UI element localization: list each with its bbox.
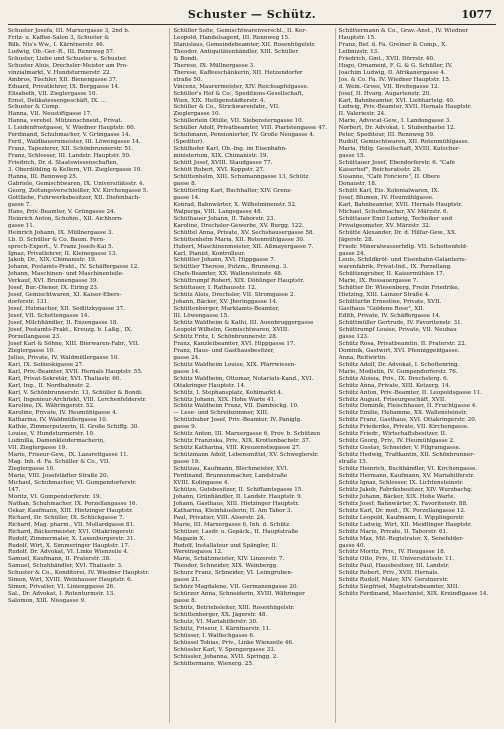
directory-entry: Schütz Siegfried, Magistratsbeamter, XIII. bbox=[338, 584, 460, 591]
directory-entry: gasse 19. bbox=[173, 459, 200, 466]
directory-entry: gasse 24. bbox=[173, 354, 200, 361]
directory-entry: Schuster & Comp. bbox=[8, 104, 61, 111]
directory-entry: Leibnizstr. 13. bbox=[338, 48, 380, 55]
directory-entry: Schütz Ignaz, Schlosser, IX. Lichtensteinstr. bbox=[338, 479, 464, 486]
directory-entry: Hubert, Maschinenmeister, XII. Aßmayergasse 7. bbox=[173, 243, 314, 250]
directory-entry: Karl, Privat-Sekretär, XVI. Thaliastr. 60. bbox=[8, 375, 122, 382]
directory-entry: Samuel, Schuhhändler, XVI. Thaliastr. 3. bbox=[8, 563, 123, 570]
directory-entry: Ernst, Delikatessengeschäft, IX. ... bbox=[8, 97, 107, 104]
directory-entry: Schütte Alexander, Dr. d. Hilfar-Gew., XX. bbox=[338, 229, 457, 236]
directory-entry: & Bondi. bbox=[173, 55, 199, 62]
directory-entry: Bilk. Nis's Ww., I. Kärntnerstr. 46. bbox=[8, 41, 105, 48]
columns-container bbox=[8, 28, 496, 723]
directory-entry: vinzialmarkt, V. Hundsturmerstr. 22. bbox=[8, 69, 112, 76]
directory-entry: Schüssel Tobias, Priv., Linke Wienzeile 46. bbox=[173, 639, 294, 646]
directory-entry: Schütterlin Ernestine, Private, XVII. bbox=[338, 299, 442, 306]
directory-entry: Michael, Schuhmacher, VI. Gumpendorferstr. bbox=[8, 479, 137, 486]
directory-entry: Privatgeometer, XV. Märzstr. 32. bbox=[338, 222, 431, 229]
directory-entry: Jakob, Dr., XIX. Chimanistr. 19. bbox=[8, 257, 97, 264]
directory-entry: Schütz Anton, III. Marxergasse 6, Prov. b. Schützen bbox=[173, 431, 321, 438]
directory-entry: Karl, Ing., II. Nordbahnstr. 2. bbox=[8, 382, 91, 389]
directory-entry: Jos. & Co. Fa. IV. Wiedner Hauptstr. 15. bbox=[338, 76, 451, 83]
directory-entry: Schütz Ludwig, Wirt, XII. Meidlinger Hauptstr. bbox=[338, 521, 472, 528]
directory-entry: Schütt Robert, XVI. Koppstr. 27. bbox=[173, 167, 265, 174]
directory-entry: dorferstr. 131. bbox=[8, 299, 49, 306]
directory-entry: Ludwig, Ob.-Ger.-R., III. Rennweg 57. bbox=[8, 48, 115, 55]
directory-entry: Gasthaus "Goldene Rose", XII. bbox=[338, 306, 425, 313]
directory-entry: Schüttengruber, II. Kaisermühlen 17. bbox=[338, 271, 445, 278]
directory-entry: gasse 14. bbox=[173, 368, 200, 375]
directory-entry: Schützhuber Josef, Priv.-Beamter, IV. Paniglg. bbox=[173, 417, 302, 424]
directory-entry: Schütz, I. Stephansplatz, Kohlmarkt 4. bbox=[173, 389, 283, 396]
directory-entry: Gabriele, Gemischtwaren, IX. Universitätsstr. 4. bbox=[8, 180, 145, 187]
directory-entry: Schütz Leopold, Kaufmann, I. Wipplingerstr. bbox=[338, 514, 465, 521]
directory-entry: Edith, Private, IV. Schäffergasse 14. bbox=[338, 313, 441, 320]
directory-entry: Schütz Fritz, I. Schönbrunnerstr. 28. bbox=[173, 333, 278, 340]
directory-entry: Schüttauer Josef, Ebendorferstr. 6. "Café bbox=[338, 160, 455, 167]
directory-entry: Johann, Maschinen- und Maschinenteile- bbox=[8, 271, 124, 278]
directory-entry: Simon, Privatier, VI. Linienggasse 26. bbox=[8, 584, 115, 591]
directory-entry: straße 15. bbox=[338, 459, 368, 466]
directory-entry: Schüttler Therese, Putzm., Brunneng. 3. bbox=[173, 264, 289, 271]
directory-entry: Zieglergasse 10. bbox=[173, 111, 221, 118]
directory-entry: — Lese- und Schreibzimmer, XIII. bbox=[173, 410, 269, 417]
directory-entry: gasse 40. bbox=[338, 542, 366, 549]
directory-entry: Schütz Hermann, Kaufmann, XV. Mariahilferstr. bbox=[338, 473, 475, 479]
directory-entry: Schütz Waldheim & Kathi, III. Auenbruggergasse bbox=[173, 320, 314, 327]
directory-entry: Johann, Gasthaus, XIII. Hietzinger Hauptstr. bbox=[173, 500, 300, 507]
directory-entry: Hans, Priv.-Beamter, V. Grüngasse 24. bbox=[8, 208, 116, 215]
directory-entry: Schüttel Anna, Private, XV. Sechshausergasse 58. bbox=[173, 229, 315, 236]
directory-entry: Simon, Wirt, XVIII. Weinhauser Hauptstr. 6. bbox=[8, 577, 133, 584]
column-2 bbox=[169, 28, 330, 723]
directory-entry: Marie, IX. Rossauergasse 7. bbox=[338, 278, 419, 285]
directory-entry: Franz, Kanzleibeamter, XVI. Hippgasse 17. bbox=[173, 340, 296, 347]
directory-entry: Schüttler Johann, XVI. Hippgasse 7. bbox=[173, 257, 276, 264]
directory-entry: Karl, V. Schönbrunnerstr. 13, Schüller & Bondi. bbox=[8, 389, 143, 396]
directory-entry: II. Valeriestr. 24. bbox=[338, 111, 386, 118]
page-header bbox=[0, 8, 504, 24]
directory-entry: Nathan, Schuhmacher, IX. Porzellangasse 16. bbox=[8, 500, 138, 507]
directory-entry: Schuster Alois, Drechsler-Meister am Pro- bbox=[8, 62, 129, 69]
directory-entry: Theodor, Antiquitätenhändler, XIII. Schüller bbox=[173, 48, 299, 55]
directory-entry: Josef, Postamts-Prakt., Kreuzg. b. Laßg., IX. bbox=[8, 326, 133, 333]
directory-entry: Kathie, Zimmerputzerin, II. Große Schiffg. 30. bbox=[8, 424, 140, 431]
directory-entry: 3. Oberdöbling & Kellern, VII. Zieglergasse 10. bbox=[8, 167, 143, 174]
directory-entry: Schütz Robert, Priv., XVII. Hernals. bbox=[338, 570, 440, 577]
directory-entry: Schülhofer Karl, Ob.-Ing. im Eisenbahn- bbox=[173, 146, 287, 153]
directory-entry: gasse 21. bbox=[173, 577, 200, 584]
directory-entry: Maria, Hdlg. Gesellschaft, XVIII. Kutscher- bbox=[338, 146, 461, 153]
directory-entry: Schütz Waldheim Louise, XIX. Pfarrwiesen- bbox=[173, 361, 297, 368]
directory-entry: Heinrich Anton, Schuhm., XII. Aichhorn- bbox=[8, 215, 124, 222]
directory-entry: Schütz Anna, Private, XIII. Ketzerg. 14. bbox=[338, 382, 451, 389]
directory-entry: Schütz Anton, Priv.-Beamter, II. Leopoldsgasse 11. bbox=[338, 389, 483, 396]
directory-entry: Gottliebe, Fuhrwerksbesitzer, XII. Diefenbach- bbox=[8, 194, 141, 201]
directory-entry: Karl, IX. Sobieskigasse 27. bbox=[8, 361, 84, 368]
directory-entry: Schütz Adolf, Dr. Advokat, I. Schottenring. bbox=[338, 361, 460, 368]
directory-entry: Konrad, Bahnwärter, X. Wilhelminenstr. 52. bbox=[173, 201, 297, 208]
directory-entry: Julius, Private, IV. Waldmüllergasse 10. bbox=[8, 354, 120, 361]
directory-entry: Franz, Tapezierer, XII. Schönbrunnerstr. 51. bbox=[8, 146, 134, 153]
page-number: 1077 bbox=[461, 8, 492, 21]
directory-entry: Schüttauer, I. Rathausstr. 12. bbox=[173, 285, 257, 292]
directory-entry: Rudolf, Gemischtwaren, XII. Rotenmühlgasse. bbox=[338, 139, 470, 146]
directory-entry: Richard, Mag. pharm., VII. Mollardgasse 81. bbox=[8, 521, 135, 528]
directory-entry: Fritz- u. Kaffee-Salon 3, Schuster & bbox=[8, 34, 110, 41]
directory-entry: Ludmilla, Damenkleidermacherin, bbox=[8, 438, 105, 445]
directory-entry: Zieglergasse 10. bbox=[8, 466, 55, 473]
directory-entry: Georg, Zeitungsverschleißer, XV. Kirchengasse 5. bbox=[8, 187, 149, 194]
directory-entry: Schüttenberger, Marktamts-Beamter, bbox=[173, 306, 280, 313]
directory-entry: Schüssler, Johanna, XVII. Springg. 2. bbox=[173, 653, 279, 660]
directory-entry: Schütze, Gutsbesitzer, II. Schiffamtsgasse 15. bbox=[173, 486, 304, 493]
column-3 bbox=[335, 28, 496, 723]
directory-entry: Eduard, Privatlehrer, IX. Berggasse 14. bbox=[8, 83, 120, 90]
directory-entry: Ottakringer Hauptstr. 14. bbox=[173, 382, 246, 389]
directory-entry: Schüttermann, Wienerg. 25. bbox=[173, 660, 254, 667]
directory-entry: Katharina, Kleinhäuslerin, II. Am Tabor 3. bbox=[173, 507, 293, 514]
directory-entry: Rudolf, Zimmermaler, X. Laxenburgerstr. 31. bbox=[8, 535, 136, 542]
directory-entry: Susanne, "Café Fonciere", II. Obere bbox=[338, 174, 441, 181]
directory-entry: Schüttauer Emil Ludwig, Techniker und bbox=[338, 215, 453, 222]
directory-entry: gasse 7. bbox=[8, 201, 32, 208]
directory-entry: Schützau, Kaufmann, Blechmeister, XVI. bbox=[173, 466, 289, 473]
directory-entry: Dominik, Gastwirt, XVI. Pfenniggeldgasse. bbox=[338, 347, 460, 354]
directory-entry: Marie, III. Marxergasse 6, Inh. d. Schütz. bbox=[173, 521, 291, 528]
directory-entry: Theodor, Schneider, XIX. Weinbergg. bbox=[173, 563, 278, 570]
directory-entry: Schüttrumpf Louise, Private, VII. Neubau bbox=[338, 326, 457, 333]
directory-entry: Hietzing, XIII. Lainzer Straße 4. bbox=[338, 292, 430, 299]
directory-entry: Ignaz, Privatlehrer, II. Kleinegasse 13. bbox=[8, 250, 118, 257]
directory-entry: Karoline, Drechsler-Gewerbe, XV. Burgg. 122. bbox=[173, 222, 304, 229]
directory-entry: Vincenz, Maurermeister, XIV. Reichsapfelgasse. bbox=[173, 83, 309, 90]
directory-entry: Josef Karl & Söhne, XIII. Bierwaren-Fabr., VII. bbox=[8, 340, 140, 347]
directory-entry: Schütz Josef, Bahnwärter, X. Favoritenstr. 88. bbox=[338, 500, 468, 507]
directory-entry: Schüttenhelm, XIII. Schumanngasse 13, Schütz bbox=[173, 174, 309, 181]
directory-entry: Schütz Johann, XIX. Hohe Warte 41. bbox=[173, 396, 276, 403]
directory-entry: Schüller & Co., Strickwarenfabr., VII. bbox=[173, 104, 280, 111]
directory-entry: Chefs-Beamter, XX. Wallensteinstr. 48. bbox=[173, 271, 283, 278]
directory-entry: Kaiserhof", Reichsratsstr. 28. bbox=[338, 167, 422, 174]
directory-entry: Schützer, Lasdr. u. Gepäck., II. Hauptstraße bbox=[173, 528, 299, 535]
directory-entry: Schuster & Co., Konditorei, IV. Wiedner Hauptstr. bbox=[8, 570, 150, 577]
directory-entry: Salomon, XIII. Nissgasse 9. bbox=[8, 598, 86, 605]
directory-entry: Josef, VII. Schottengasse 14. bbox=[8, 313, 90, 320]
directory-entry: Schüttmüller Gertrude, IV. Favoritenstr. 31. bbox=[338, 320, 463, 327]
directory-entry: Schüttenhelm Maria, XII. Rotenmühlgasse 30. bbox=[173, 236, 305, 243]
directory-entry: Marie, Modistin, IV. Gumpendorferstr. 76. bbox=[338, 368, 458, 375]
directory-entry: Schütz Jakob, Fabriksbesitzer, XIV. Wurzbachg. bbox=[338, 486, 473, 493]
directory-entry: gasse 11. bbox=[8, 222, 35, 229]
directory-entry: Franz, Schlosser, III. Landstr. Hauptstr. 50. bbox=[8, 153, 131, 160]
header-rule bbox=[8, 24, 496, 25]
directory-entry: Karl, Ingenieur-Architekt, VIII. Lerchenfelderstr. bbox=[8, 396, 147, 403]
directory-entry: Moritz, VI. Gumpendorferstr. 19. bbox=[8, 493, 102, 500]
directory-entry: Ludwig, Priv.-Beamter, XVII. Hernals Hauptstr. bbox=[338, 104, 472, 111]
directory-entry: gasse 14. bbox=[173, 194, 200, 201]
directory-entry: Oskar, Kaufmann, XIII. Hietzinger Hauptstr. bbox=[8, 507, 134, 514]
directory-entry: Schütz Katharina, VIII. Kreuzenstiegasse 27. bbox=[173, 445, 301, 452]
directory-entry: Sal., Dr. Advokat, I. Rotenturmstr. 13. bbox=[8, 591, 116, 598]
directory-entry: sprech-Expert., V. Franz Josefs-Kai 5. bbox=[8, 243, 114, 250]
directory-entry: Schütz Dominik, Fleischhauer, II. Fruchtgasse 4. bbox=[338, 403, 478, 410]
directory-entry: Magazin X. bbox=[173, 535, 206, 542]
directory-entry: Schürzer Anna, Schneiderin, XVIII. Währinger bbox=[173, 591, 305, 598]
directory-entry: Schuster Josefa, III. Marxergasse 3, 2nd b. bbox=[8, 28, 130, 34]
directory-entry: VII. Zieglergasse 19. bbox=[8, 445, 67, 452]
directory-entry: Johann, Bäcker, XV. Jheringgasse 14. bbox=[173, 299, 278, 306]
directory-entry: Rudolf, Installateur und Spängler, II. bbox=[173, 542, 278, 549]
directory-entry: Therese, Kaffeeschänkerin, XII. Hetzendorfer bbox=[173, 69, 303, 76]
directory-entry: Stanislaus, Gemeindebeamter, XII. Rosenhügelstr. bbox=[173, 41, 316, 48]
directory-entry: Schüllerlein Ottilie, VII. Siebensterngasse 10. bbox=[173, 118, 304, 125]
directory-entry: III. Löwengasse 15. bbox=[173, 313, 229, 320]
directory-entry: Paul, Privatier, VIII. Alserstr. 24. bbox=[173, 514, 266, 521]
running-title: Schuster — Schütz. bbox=[187, 8, 317, 21]
directory-entry: Schütz Gustav, Schneider, V. Pilgramgasse. bbox=[338, 445, 461, 452]
directory-entry: Schüller Sofie, Gemischtwarenverschl., II. Ker- bbox=[173, 28, 307, 34]
directory-entry: Ferdinand, Schuhmacher, V. Grüngasse 14. bbox=[8, 132, 131, 139]
directory-entry: Karl, Pianist, Kontrolleur. bbox=[173, 250, 246, 257]
directory-entry: Wereinsgasse 12. bbox=[173, 549, 223, 556]
directory-entry: Peter, Spediteur, III. Rennweg 59. bbox=[338, 132, 435, 139]
directory-entry: Schütz Max, Mil.-Registrator, X. Senefelder- bbox=[338, 535, 465, 542]
directory-entry: Elisabeth, VII. Zieglergasse 10. bbox=[8, 90, 98, 97]
directory-entry: Schütz Johann, Bäcker, XIX. Hohe Warte. bbox=[338, 493, 456, 500]
directory-entry: Schuster, Liebe und Schuster u. Schuster. bbox=[8, 55, 127, 62]
directory-entry: Josef, Hutmacher, XII. Sedlitzkygasse 37. bbox=[8, 306, 125, 313]
directory-entry: Ferdinand, Brunnenmacher, Landstraße bbox=[173, 473, 288, 479]
directory-entry: Richard, Bäckermeister, XVI. Ottakringerstr. bbox=[8, 528, 135, 535]
directory-entry: Schüttenberger, XX. Jägerstr. 48. bbox=[173, 612, 268, 619]
directory-entry: Schütz Rosa, Privatbeamtin, II. Praterstr. 22. bbox=[338, 340, 467, 347]
directory-entry: Marie, Schätzmeister, XIV. Linzerstr. 7. bbox=[173, 556, 285, 563]
directory-entry: Richard, Dr. Schüller, IX. Schlickgasse 7. bbox=[8, 514, 125, 521]
directory-entry: Hanna, VII. Neustiftgasse 17. bbox=[8, 111, 92, 118]
directory-entry: Schüthauer Johann, II. Taborstr. 23. bbox=[173, 215, 276, 222]
directory-entry: Johann, Grünhändler, II. Landstr. Hauptstr. 9. bbox=[173, 493, 303, 500]
directory-entry: Leopold, Handelsagent, III. Rennweg 15. bbox=[173, 34, 290, 41]
directory-entry: Schütz Waldheim, Ottomar, Notariats-Kand., XVI. bbox=[173, 375, 314, 382]
directory-entry: Ambros, Tischler, XII. Bienengasse 37. bbox=[8, 76, 118, 83]
directory-entry: Karoline, Private, IV. Heumühlgasse 4. bbox=[8, 410, 118, 417]
directory-entry: Hugo, Ornament, F. G. & G. Schüller, IV. bbox=[338, 62, 453, 69]
directory-entry: Schüssler Karl, V. Spengergasse 33. bbox=[173, 646, 276, 653]
directory-entry: gasse 8. bbox=[173, 598, 197, 605]
directory-entry: Schütz Karl, Dr. med., IX. Porzellangasse 12. bbox=[338, 507, 466, 514]
directory-entry: Hauptstr. 15. bbox=[338, 34, 376, 41]
directory-entry: Karl, Bahnbeamter, XVI. Liebhartstg. 40. bbox=[338, 97, 455, 104]
directory-entry: warenfabrik, Privat-Ind., IX. Porzellang. bbox=[338, 264, 452, 271]
directory-entry: Leopold Wilhelm, Gemischtwaren, XVIII. bbox=[173, 326, 290, 333]
directory-entry: Johann, Postamts-Prakt., IV. Schäffergasse 12. bbox=[8, 264, 140, 271]
directory-entry: Schütz Friederike, Private, VII. Kirchengasse. bbox=[338, 424, 469, 431]
directory-entry: Schütz Waldheim Franz, VII. Dambockg. 10. bbox=[173, 403, 299, 410]
directory-entry: Schütz Emilie, Hebamme, XX. Wallensteinstr. bbox=[338, 410, 468, 417]
directory-entry: Marie, VIII. Josefstädter Straße 20. bbox=[8, 473, 109, 479]
directory-entry: Schütz Rudolf, Maler, XIV. Gerstnerstr. bbox=[338, 577, 449, 584]
directory-entry: Schütz Hedwig, Trafikantin, XII. Schönbrunner- bbox=[338, 452, 475, 459]
directory-entry: Schüttrumpf Robert, XIX. Döblinger Hauptstr. bbox=[173, 278, 305, 285]
directory-entry: (Speditor). bbox=[173, 139, 204, 146]
directory-entry: Schützmann Adolf, Lebensmittel, XV. Schweglerstr. bbox=[173, 452, 319, 459]
directory-entry: d. Wein.-Gross, VII. Breitegasse 12. bbox=[338, 83, 440, 90]
directory-entry: Wien, XIX. Heiligenstädterstr. 4. bbox=[173, 97, 266, 104]
directory-entry: ministerium, XIX. Chimanistr. 19. bbox=[173, 153, 269, 160]
directory-entry: Schütz Moritz, Priv., IV. Heugasse 18. bbox=[338, 549, 446, 556]
directory-entry: Schütt Josef, XVIII. Staudgasse 77. bbox=[173, 160, 273, 167]
directory-entry: Porzellangasse 23. bbox=[8, 333, 61, 340]
directory-entry: Rudolf, Dr. Advokat, VI. Linke Wienzeile 4. bbox=[8, 549, 129, 556]
directory-entry: Samuel, Kaufmann, II. Praterstr. 38. bbox=[8, 556, 111, 563]
directory-entry: Mag. Inh. d. Fa. Schüller & Co., VII. bbox=[8, 459, 111, 466]
directory-entry: Walpurga, VIII. Langegasse 48. bbox=[173, 208, 263, 215]
directory-entry: Schütz Georg, Priv., IV. Heumühlgasse 2. bbox=[338, 438, 455, 445]
directory-entry: Schütz Otto, Priv., II. Universitätsstr. 11. bbox=[338, 556, 455, 563]
directory-entry: Schütter Dr. Wiesenberg, Freiin Friedrike, bbox=[338, 285, 460, 292]
directory-entry: Schüttermann & Co., Grav.-Anst., IV. Wiedner bbox=[338, 28, 469, 34]
directory-entry: Schütterling Karl, Buchhalter, XIV. Grenz- bbox=[173, 187, 293, 194]
directory-entry: Schuhmann, Pensionierter, IV. Große Neugasse 4. bbox=[173, 132, 315, 139]
directory-entry: Therese, IX. Müllnergasse 3. bbox=[173, 62, 256, 69]
directory-entry: Friedrich, Gmt., XVII. Dörrstr. 40. bbox=[338, 55, 435, 62]
directory-entry: Josef, Bur.-Diener, IX. Eiring 23. bbox=[8, 285, 99, 292]
directory-entry: Lb. D. Schüller & Co. Baum. Fern- bbox=[8, 236, 106, 243]
directory-entry: I. Leidenfrostgasse, V. Wiedner Hauptstr. 60. bbox=[8, 125, 136, 132]
directory-entry: XVIII. Kolingasse 4. bbox=[173, 479, 230, 486]
directory-entry: Josef, Gemischtwaren, XI. Kaiser-Ebers- bbox=[8, 292, 122, 299]
directory-entry: Marie, Advocat-Gew., I. Landongasse 3. bbox=[338, 118, 452, 125]
directory-entry: Schütz Marie, Private, II. Taborstr. 61. bbox=[338, 528, 448, 535]
directory-entry: Friedrich, Dr. d. Staatswissenschaften, bbox=[8, 160, 119, 167]
directory-entry: Franz, Haus- und Gasthausbesitzer, bbox=[173, 347, 275, 354]
directory-entry: Schürz Magdalene, VII. Germanengasse 20. bbox=[173, 584, 299, 591]
directory-entry: Schütz Aloisia, Priv., IX. Drechslerg. 6. bbox=[338, 375, 449, 382]
directory-entry: 147. bbox=[8, 486, 21, 493]
directory-entry: Schütz Franziska, Priv., XIX. Krottenbachstr. 37. bbox=[173, 438, 311, 445]
directory-entry: Norbert, Dr. Advokat, I. Stubenbastei 12. bbox=[338, 125, 456, 132]
directory-entry: gasse 24. bbox=[338, 250, 366, 257]
directory-entry: Louis, Schildkröt- und Eisenbahn-Galanterie- bbox=[338, 257, 467, 264]
directory-entry: Schütz Friedr., Wirtschaftsbesitzer, II. bbox=[338, 431, 447, 438]
directory-entry: Schütz, Friseur, I. Kärntnerstr. 11. bbox=[173, 625, 272, 632]
directory-entry: Michael, Schuhmacher, XV. Märzstr. 6. bbox=[338, 208, 449, 215]
directory-entry: gasse 123. bbox=[338, 333, 369, 340]
directory-entry: Karl, Bahnbeamter, XVII. Hernals Hauptstr. bbox=[338, 201, 463, 208]
column-1 bbox=[8, 28, 165, 723]
directory-entry: gasse 15. bbox=[338, 153, 366, 160]
directory-entry: Schütz Ferdinand, Maschinist, XIX. Kreindlgasse 14. bbox=[338, 591, 489, 598]
directory-entry: Katharina, IV. Waldmüllergasse 10. bbox=[8, 417, 108, 424]
directory-entry: Schüller Adolf, Privatbeamter, VIII. Piaristengasse 47. bbox=[173, 125, 327, 132]
directory-entry: Zieglergasse 10. bbox=[8, 347, 55, 354]
directory-entry: Karoline, IX. Währingerstr. 52. bbox=[8, 403, 95, 410]
directory-entry: Joachim Ludwig, II. Afrikanergasse 4. bbox=[338, 69, 446, 76]
directory-entry: Schütz, Betriebsleiter, XIII. Rosenhügelstr. bbox=[173, 605, 295, 612]
directory-entry: Ferd., Waldbauernmeister, III. Löwengasse 14. bbox=[8, 139, 141, 146]
directory-entry: Verkauf, XVI. Brunnengasse 39. bbox=[8, 278, 99, 285]
directory-entry: Heinrich Johann, IX. Müllnergasse 3. bbox=[8, 229, 114, 236]
directory-entry: gasse 9. bbox=[173, 424, 197, 431]
directory-entry: Hanna, III. Rennweg 25. bbox=[8, 174, 78, 181]
directory-entry: Schütz Paul, Hausbesitzer, III. Landstr. bbox=[338, 563, 450, 570]
directory-entry: Anna, Reitwirtin. bbox=[338, 354, 388, 361]
directory-entry: Schüsser, I. Walfischgasse 6. bbox=[173, 632, 255, 639]
directory-entry: Marie, Friseur-Gew., IX. Lazarettgasse 11. bbox=[8, 452, 129, 459]
directory-entry: Friedr. Mineralwasserhdlg. VII. Schottenfeld- bbox=[338, 243, 468, 250]
directory-entry: Franz, Bef. d. Fa. Greiner & Comp., X. bbox=[338, 41, 448, 48]
directory-entry: Karl, Priv.-Beamter, XVII. Hernals Hauptstr. 55. bbox=[8, 368, 143, 375]
directory-entry: Josef, Blumen, IV. Heumühlgasse. bbox=[338, 194, 434, 201]
directory-entry: straße 50. bbox=[173, 76, 203, 83]
directory-entry: Louise, V. Hundsturmerstr. 10. bbox=[8, 431, 95, 438]
directory-entry: Schütz August, Friseurgeschäft, XVII. bbox=[338, 396, 447, 403]
directory-entry: Josef, II. Hvarg. Augartenstr. 20. bbox=[338, 90, 432, 97]
directory-entry: Schütt Karl, Eis. Kolonialwaren, IX. bbox=[338, 187, 440, 194]
directory-entry: Donaustr. 18. bbox=[338, 180, 377, 187]
directory-entry: Schütz Franz, Gasthaus, XVI. Ottakringerstr. 20. bbox=[338, 417, 477, 424]
directory-entry: Schütz Heinrich, Buchhändler, VI. Kirchengasse. bbox=[338, 466, 478, 473]
directory-entry: Schutz, VI. Mariahilferstr. 30. bbox=[173, 619, 258, 626]
directory-entry: Schütz Alois, Drechsler, VII. Stromgasse 2. bbox=[173, 292, 296, 299]
directory-entry: Rudolf, Wirt, X. Simmeringer Hauptstr. 17. bbox=[8, 542, 130, 549]
directory-entry: Schüller's Hof & Co., Speditions-Gesellschaft, bbox=[173, 90, 304, 97]
directory-entry: Jägerstr. 28. bbox=[338, 236, 374, 243]
directory-entry: Hanna, verehel. Mützenschneid., Privat. bbox=[8, 118, 123, 125]
directory-entry: Schurz Franz, Schneider, VI. Leimgruben- bbox=[173, 570, 293, 577]
directory-entry: gasse 8. bbox=[173, 180, 197, 187]
directory-entry: Josef, Milchhändler, II. Enzengasse 18. bbox=[8, 320, 119, 327]
